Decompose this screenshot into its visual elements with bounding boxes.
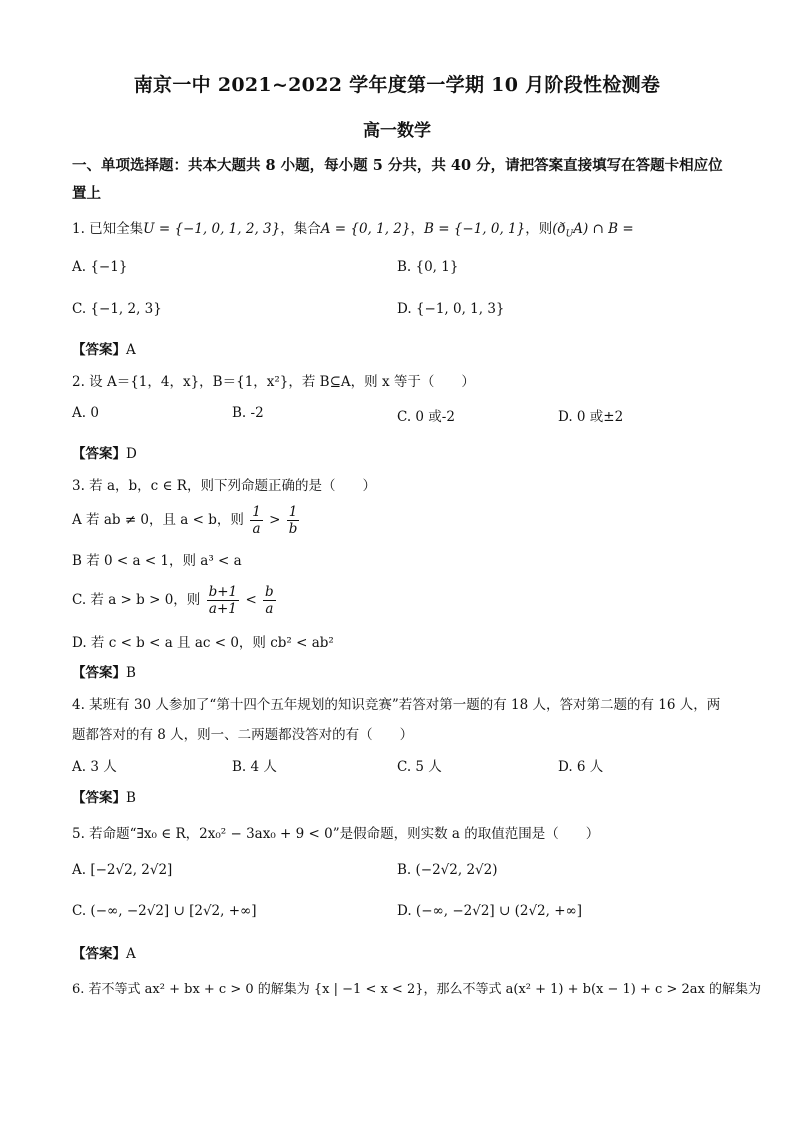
- q3-a-fraction-1: [250, 504, 263, 537]
- question-3-stem: 3. 若 a，b，c ∈ R，则下列命题正确的是（ ）: [72, 478, 376, 494]
- q3-option-b: B 若 0 < a < 1，则 a³ < a: [72, 553, 242, 569]
- answer-tag: 【答案】: [72, 446, 126, 462]
- q5-answer: [72, 942, 136, 962]
- q4-answer: [72, 786, 136, 806]
- q3-a-fraction-2: [287, 504, 300, 537]
- q3-answer: [72, 661, 136, 681]
- frac-denominator: a: [252, 521, 261, 537]
- q1-option-b: B. {0, 1}: [397, 259, 459, 275]
- section-heading: 一、单项选择题：共本大题共 8 小题，每小题 5 分共，共 40 分，请把答案直接填写在答题卡相应位置上: [72, 157, 723, 202]
- frac-numerator: 1: [287, 504, 300, 521]
- q2-answer-value: D: [126, 446, 137, 462]
- q5-answer-value: A: [126, 946, 136, 962]
- q3-c-fraction-2: [263, 584, 276, 617]
- q3-c-fraction-1: [207, 584, 240, 617]
- q1-expr-sub: U: [565, 229, 574, 240]
- q1-option-a: A. {−1}: [72, 259, 128, 275]
- q4-option-c: C. 5 人: [397, 759, 442, 775]
- q1-option-c: C. {−1, 2, 3}: [72, 301, 162, 317]
- q4-option-d: D. 6 人: [558, 759, 604, 775]
- q2-option-d: D. 0 或±2: [558, 409, 624, 425]
- q4-option-b: B. 4 人: [232, 759, 277, 775]
- q2-option-c: C. 0 或-2: [397, 409, 455, 425]
- frac-denominator: a: [265, 601, 274, 617]
- q1-option-d: D. {−1, 0, 1, 3}: [397, 301, 505, 317]
- q3-option-a-text: A 若 ab ≠ 0，且 a < b，则: [72, 512, 244, 528]
- frac-denominator: b: [288, 521, 298, 537]
- q2-option-a: A. 0: [72, 405, 99, 421]
- q3-option-d: D. 若 c < b < a 且 ac < 0，则 cb² < ab²: [72, 635, 334, 651]
- q4-answer-value: B: [126, 790, 136, 806]
- q4-option-a: A. 3 人: [72, 759, 117, 775]
- q3-a-relation: >: [269, 512, 281, 528]
- frac-numerator: b+1: [208, 584, 238, 600]
- q5-option-c: C. (−∞, −2√2] ∪ [2√2, +∞]: [72, 903, 257, 919]
- question-4-stem-line-2: 题都答对的有 8 人，则一、二两题都没答对的有（ ）: [72, 727, 414, 743]
- q1-answer-value: A: [126, 342, 136, 358]
- q1-expression: [552, 221, 634, 240]
- q1-set-b: B = {−1, 0, 1}: [423, 221, 526, 237]
- question-1-stem: [72, 217, 634, 240]
- q2-option-b: B. -2: [232, 405, 264, 421]
- frac-numerator: 1: [252, 504, 261, 520]
- answer-tag: 【答案】: [72, 342, 126, 358]
- q1-set-u: U = {−1, 0, 1, 2, 3}: [143, 221, 281, 237]
- q5-option-b: B. (−2√2, 2√2): [397, 862, 498, 878]
- q1-text-d: ，则: [525, 221, 553, 237]
- q5-option-d: D. (−∞, −2√2] ∪ (2√2, +∞]: [397, 903, 583, 919]
- q3-answer-value: B: [126, 665, 136, 681]
- frac-numerator: b: [265, 584, 274, 600]
- exam-title: 南京一中 2021~2022 学年度第一学期 10 月阶段性检测卷: [133, 74, 661, 96]
- question-4-stem-line-1: 4. 某班有 30 人参加了“第十四个五年规划的知识竞赛”若答对第一题的有 18 人，答对第二题的有 16 人，两: [72, 697, 721, 713]
- q1-set-a: A = {0, 1, 2}: [320, 221, 411, 237]
- q3-option-c: [72, 584, 278, 617]
- q2-answer: [72, 442, 137, 462]
- q1-text-a: 1. 已知全集: [72, 221, 144, 237]
- q1-answer: [72, 338, 136, 358]
- exam-subtitle: 高一数学: [363, 121, 431, 141]
- answer-tag: 【答案】: [72, 946, 126, 962]
- q1-text-c: ，: [410, 221, 424, 237]
- q1-expr-tail: A) ∩ B =: [573, 221, 634, 237]
- question-6-stem: 6. 若不等式 ax² + bx + c > 0 的解集为 {x | −1 < x < 2}，那么不等式 a(x² + 1) + b(x − 1) + c > 2ax 的解集为: [72, 982, 761, 997]
- question-5-stem: 5. 若命题“∃x₀ ∈ R，2x₀² − 3ax₀ + 9 < 0”是假命题，则实数 a 的取值范围是（ ）: [72, 826, 600, 842]
- answer-tag: 【答案】: [72, 790, 126, 806]
- q1-text-b: ，集合: [280, 221, 321, 237]
- q3-option-c-text: C. 若 a > b > 0，则: [72, 592, 201, 608]
- q5-option-a: A. [−2√2, 2√2]: [72, 862, 173, 878]
- q3-c-relation: <: [245, 592, 257, 608]
- answer-tag: 【答案】: [72, 665, 126, 681]
- frac-denominator: a+1: [208, 601, 237, 617]
- q3-option-a: [72, 504, 301, 537]
- question-2-stem: 2. 设 A＝{1，4，x}，B＝{1，x²}，若 B⊆A，则 x 等于（ ）: [72, 374, 475, 390]
- q1-expr-head: (ð: [552, 221, 566, 237]
